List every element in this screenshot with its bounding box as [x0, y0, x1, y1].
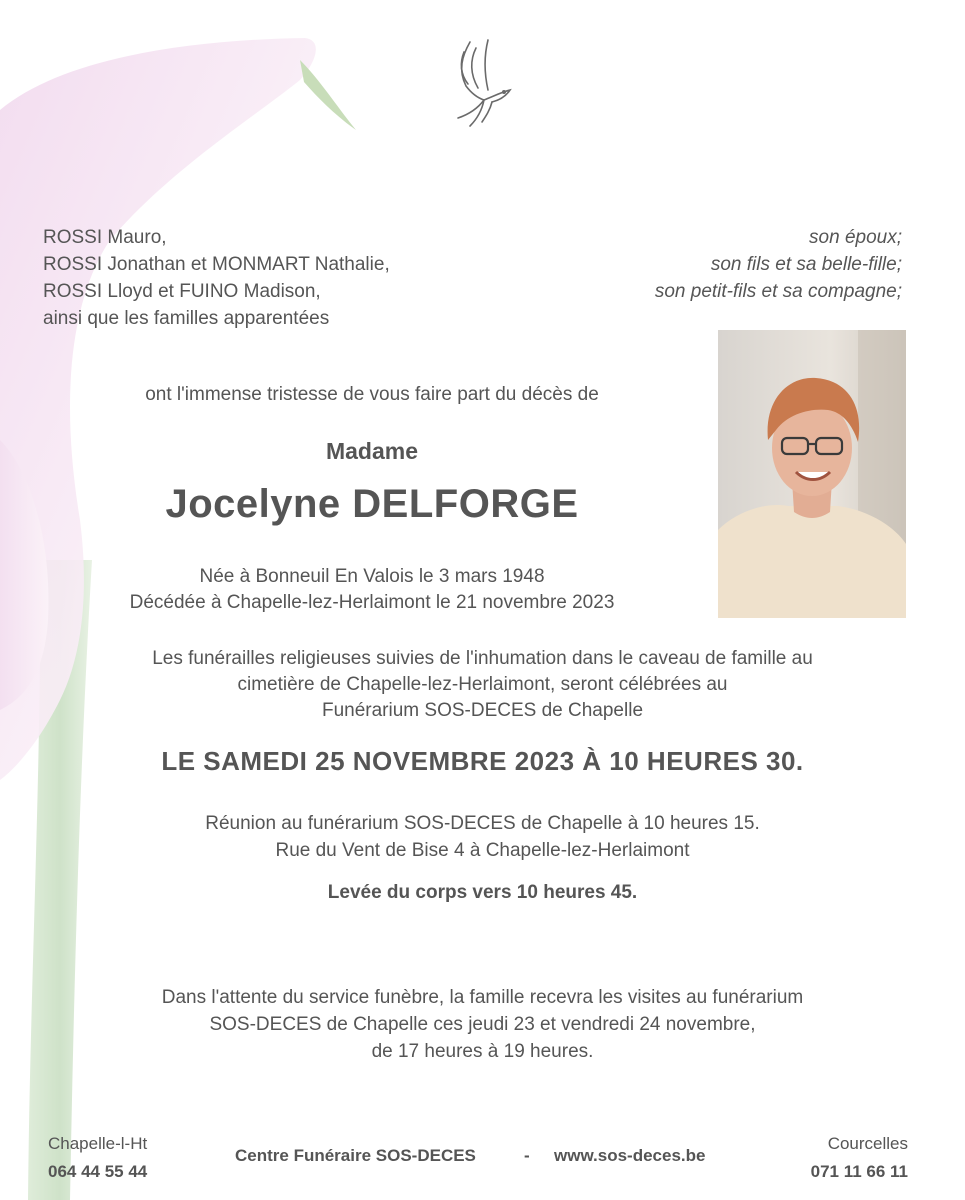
- footer-website-link[interactable]: www.sos-deces.be: [554, 1146, 706, 1165]
- relation-line: son époux;: [809, 227, 902, 248]
- deceased-title: Madame: [325, 438, 419, 464]
- announcement-text: ont l'immense tristesse de vous faire part du décès de: [145, 384, 599, 405]
- visits-line: SOS-DECES de Chapelle ces jeudi 23 et vendredi 24 novembre,: [209, 1014, 756, 1035]
- levee-text: Levée du corps vers 10 heures 45.: [327, 882, 638, 903]
- meeting-line: Rue du Vent de Bise 4 à Chapelle-lez-Herlaimont: [275, 840, 690, 861]
- footer-right-city: Courcelles: [827, 1134, 908, 1153]
- ceremony-date: LE SAMEDI 25 NOVEMBRE 2023 À 10 HEURES 30.: [161, 746, 804, 776]
- meeting-line: Réunion au funérarium SOS-DECES de Chapelle à 10 heures 15.: [205, 813, 760, 834]
- funeral-line: Funérarium SOS-DECES de Chapelle: [321, 700, 644, 721]
- relation-line: son fils et sa belle-fille;: [710, 254, 902, 275]
- family-name-line: ainsi que les familles apparentées: [43, 308, 330, 329]
- family-name-line: ROSSI Mauro,: [43, 227, 167, 248]
- footer-left-phone: 064 44 55 44: [48, 1162, 148, 1181]
- family-name-line: ROSSI Jonathan et MONMART Nathalie,: [43, 254, 390, 275]
- footer-separator: -: [524, 1146, 530, 1165]
- footer-left-city: Chapelle-l-Ht: [48, 1134, 148, 1153]
- birth-death: [0, 564, 744, 616]
- footer-center-name: Centre Funéraire SOS-DECES: [235, 1146, 476, 1165]
- dove-icon: [448, 38, 516, 130]
- meeting-info: [0, 810, 965, 864]
- funeral-line: cimetière de Chapelle-lez-Herlaimont, seront célébrées au: [237, 674, 728, 695]
- funeral-paragraph: [0, 646, 965, 724]
- deceased-name: Jocelyne DELFORGE: [165, 482, 579, 526]
- visits-paragraph: [0, 984, 965, 1065]
- visits-line: Dans l'attente du service funèbre, la famille recevra les visites au funérarium: [161, 987, 804, 1008]
- family-names: [43, 224, 563, 332]
- portrait-photo: [718, 330, 906, 618]
- funeral-line: Les funérailles religieuses suivies de l'inhumation dans le caveau de famille au: [152, 648, 813, 669]
- relation-line: son petit-fils et sa compagne;: [654, 281, 902, 302]
- family-relations: [520, 224, 902, 305]
- visits-line: de 17 heures à 19 heures.: [371, 1041, 594, 1062]
- footer-right-phone: 071 11 66 11: [810, 1162, 908, 1181]
- birth-line: Née à Bonneuil En Valois le 3 mars 1948: [199, 566, 545, 587]
- death-line: Décédée à Chapelle-lez-Herlaimont le 21 novembre 2023: [129, 592, 615, 613]
- family-name-line: ROSSI Lloyd et FUINO Madison,: [43, 281, 321, 302]
